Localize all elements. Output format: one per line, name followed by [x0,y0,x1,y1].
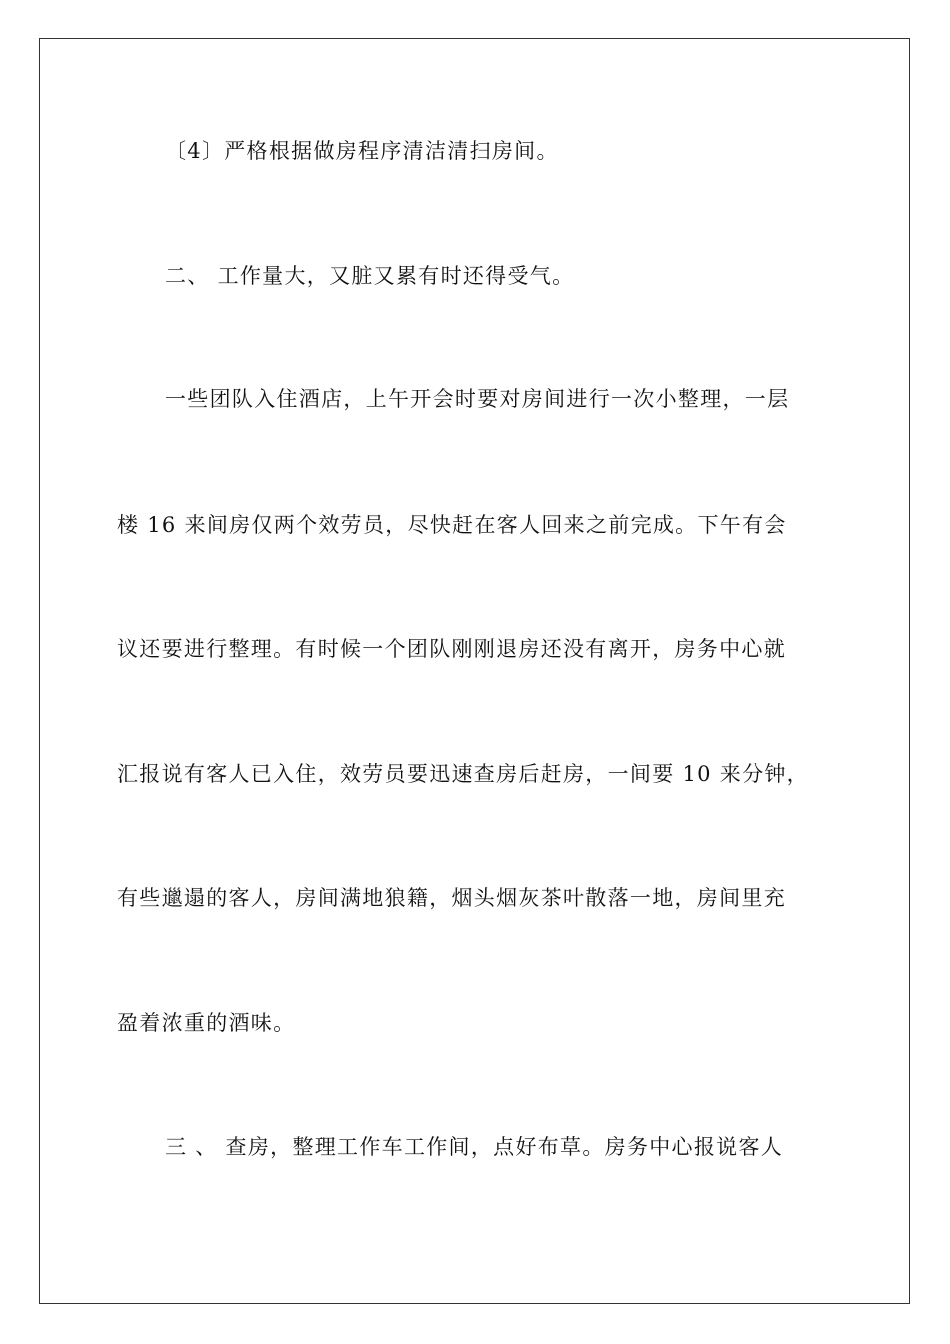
document-line-3: 一些团队入住酒店，上午开会时要对房间进行一次小整理，一层 [165,387,790,411]
page-border [39,38,910,1304]
section-heading-2: 二、 工作量大，又脏又累有时还得受气。 [165,264,575,288]
document-line-1: 〔4〕严格根据做房程序清洁清扫房间。 [165,139,559,163]
document-line-5: 议还要进行整理。有时候一个团队刚刚退房还没有离开，房务中心就 [117,637,786,661]
document-line-8: 盈着浓重的酒味。 [117,1011,296,1035]
section-heading-3: 三 、 查房，整理工作车工作间，点好布草。房务中心报说客人 [165,1135,784,1159]
document-line-7: 有些邋遢的客人，房间满地狼籍，烟头烟灰茶叶散落一地，房间里充 [117,886,786,910]
document-line-6: 汇报说有客人已入住，效劳员要迅速查房后赶房，一间要 10 来分钟， [117,762,809,786]
document-line-4: 楼 16 来间房仅两个效劳员，尽快赶在客人回来之前完成。下午有会 [117,513,787,537]
